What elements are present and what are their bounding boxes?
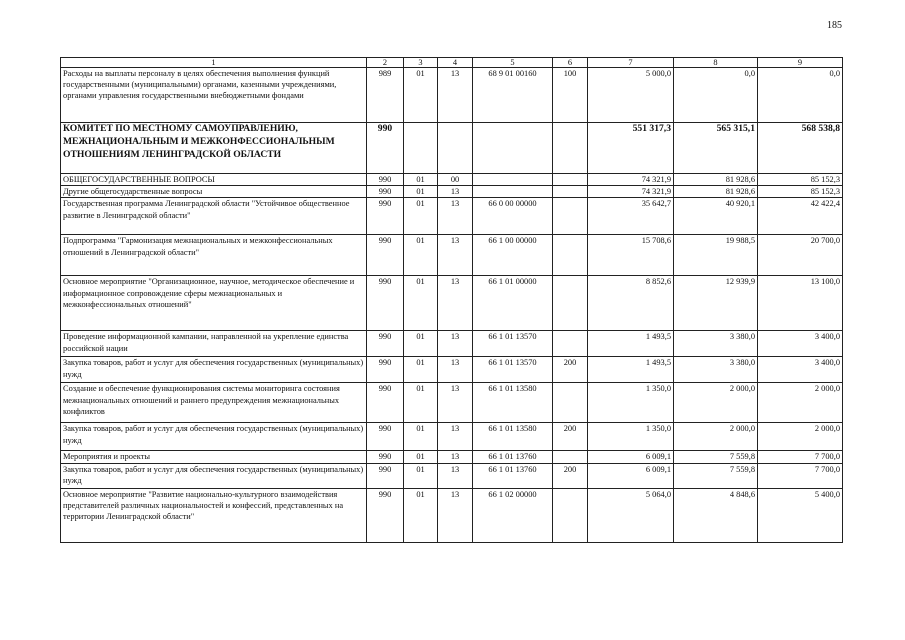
table-body	[61, 68, 843, 543]
target-article-cell: 66 1 01 13580	[473, 383, 553, 423]
column-header: 4	[438, 58, 473, 68]
amount-year3-cell: 568 538,8	[758, 123, 843, 174]
section-code-cell: 01	[404, 357, 438, 383]
admin-code-cell: 990	[367, 331, 404, 357]
target-article-cell	[473, 123, 553, 174]
amount-year2-cell: 4 848,6	[674, 488, 758, 542]
budget-table	[60, 57, 843, 543]
expense-type-cell	[553, 198, 588, 235]
table-row	[61, 463, 843, 488]
table-row	[61, 174, 843, 186]
admin-code-cell: 990	[367, 198, 404, 235]
amount-year3-cell: 85 152,3	[758, 186, 843, 198]
section-code-cell: 01	[404, 488, 438, 542]
amount-year3-cell: 2 000,0	[758, 423, 843, 451]
table-row	[61, 331, 843, 357]
column-header: 8	[674, 58, 758, 68]
row-name-cell: Другие общегосударственные вопросы	[61, 186, 367, 198]
row-name-cell: Проведение информационной кампании, направленной на укрепление единства российской нации	[61, 331, 367, 357]
admin-code-cell: 990	[367, 383, 404, 423]
expense-type-cell	[553, 331, 588, 357]
expense-type-cell: 200	[553, 423, 588, 451]
amount-year1-cell: 35 642,7	[588, 198, 674, 235]
amount-year2-cell: 7 559,8	[674, 463, 758, 488]
subsection-code-cell: 13	[438, 463, 473, 488]
amount-year1-cell: 6 009,1	[588, 463, 674, 488]
amount-year2-cell: 565 315,1	[674, 123, 758, 174]
amount-year2-cell: 40 920,1	[674, 198, 758, 235]
subsection-code-cell: 13	[438, 357, 473, 383]
target-article-cell: 66 0 00 00000	[473, 198, 553, 235]
amount-year2-cell: 2 000,0	[674, 423, 758, 451]
table-row	[61, 488, 843, 542]
amount-year3-cell: 7 700,0	[758, 463, 843, 488]
column-header: 6	[553, 58, 588, 68]
column-header: 5	[473, 58, 553, 68]
table-row	[61, 68, 843, 123]
table-row	[61, 423, 843, 451]
section-code-cell: 01	[404, 423, 438, 451]
section-code-cell: 01	[404, 198, 438, 235]
amount-year3-cell: 3 400,0	[758, 357, 843, 383]
section-code-cell: 01	[404, 186, 438, 198]
amount-year2-cell: 0,0	[674, 68, 758, 123]
subsection-code-cell	[438, 123, 473, 174]
admin-code-cell: 990	[367, 186, 404, 198]
expense-type-cell	[553, 488, 588, 542]
amount-year2-cell: 12 939,9	[674, 276, 758, 331]
expense-type-cell	[553, 451, 588, 463]
amount-year3-cell: 0,0	[758, 68, 843, 123]
admin-code-cell: 990	[367, 451, 404, 463]
amount-year1-cell: 74 321,9	[588, 186, 674, 198]
amount-year1-cell: 5 000,0	[588, 68, 674, 123]
amount-year3-cell: 7 700,0	[758, 451, 843, 463]
section-code-cell: 01	[404, 451, 438, 463]
target-article-cell: 68 9 01 00160	[473, 68, 553, 123]
expense-type-cell	[553, 186, 588, 198]
amount-year1-cell: 8 852,6	[588, 276, 674, 331]
target-article-cell: 66 1 01 13760	[473, 463, 553, 488]
column-header: 2	[367, 58, 404, 68]
amount-year2-cell: 3 380,0	[674, 357, 758, 383]
subsection-code-cell: 13	[438, 198, 473, 235]
target-article-cell	[473, 174, 553, 186]
target-article-cell	[473, 186, 553, 198]
expense-type-cell: 100	[553, 68, 588, 123]
subsection-code-cell: 13	[438, 276, 473, 331]
row-name-cell: Основное мероприятие "Организационное, научное, методическое обеспечение и информационное сопровождение сферы межнациональных и межконфессиональных отношений"	[61, 276, 367, 331]
expense-type-cell	[553, 235, 588, 276]
row-name-cell: Подпрограмма "Гармонизация межнациональных и межконфессиональных отношений в Ленинградской области"	[61, 235, 367, 276]
row-name-cell: ОБЩЕГОСУДАРСТВЕННЫЕ ВОПРОСЫ	[61, 174, 367, 186]
amount-year2-cell: 81 928,6	[674, 174, 758, 186]
table-row	[61, 357, 843, 383]
subsection-code-cell: 13	[438, 451, 473, 463]
column-header: 3	[404, 58, 438, 68]
amount-year3-cell: 85 152,3	[758, 174, 843, 186]
amount-year1-cell: 1 493,5	[588, 357, 674, 383]
amount-year2-cell: 19 988,5	[674, 235, 758, 276]
admin-code-cell: 990	[367, 123, 404, 174]
admin-code-cell: 990	[367, 276, 404, 331]
row-name-cell: Расходы на выплаты персоналу в целях обеспечения выполнения функций государственными (муниципальными) органами, казенными учреждениями, органами управления государственными внебюджетными фондами	[61, 68, 367, 123]
subsection-code-cell: 13	[438, 423, 473, 451]
admin-code-cell: 990	[367, 357, 404, 383]
table-row	[61, 451, 843, 463]
subsection-code-cell: 13	[438, 186, 473, 198]
amount-year1-cell: 1 493,5	[588, 331, 674, 357]
admin-code-cell: 990	[367, 235, 404, 276]
amount-year2-cell: 7 559,8	[674, 451, 758, 463]
amount-year1-cell: 15 708,6	[588, 235, 674, 276]
amount-year1-cell: 6 009,1	[588, 451, 674, 463]
section-code-cell: 01	[404, 235, 438, 276]
target-article-cell: 66 1 00 00000	[473, 235, 553, 276]
amount-year1-cell: 5 064,0	[588, 488, 674, 542]
table-row	[61, 383, 843, 423]
table-header-row	[61, 58, 843, 68]
expense-type-cell: 200	[553, 463, 588, 488]
section-code-cell: 01	[404, 463, 438, 488]
subsection-code-cell: 00	[438, 174, 473, 186]
admin-code-cell: 990	[367, 463, 404, 488]
expense-type-cell	[553, 174, 588, 186]
column-header: 1	[61, 58, 367, 68]
row-name-cell: Мероприятия и проекты	[61, 451, 367, 463]
amount-year1-cell: 74 321,9	[588, 174, 674, 186]
section-code-cell: 01	[404, 331, 438, 357]
admin-code-cell: 989	[367, 68, 404, 123]
amount-year1-cell: 551 317,3	[588, 123, 674, 174]
expense-type-cell	[553, 276, 588, 331]
row-name-cell: Основное мероприятие "Развитие национально-культурного взаимодействия представителей различных национальностей и конфессий, представленных на территории Ленинградской области"	[61, 488, 367, 542]
amount-year3-cell: 2 000,0	[758, 383, 843, 423]
target-article-cell: 66 1 01 13570	[473, 357, 553, 383]
table-row	[61, 198, 843, 235]
expense-type-cell: 200	[553, 357, 588, 383]
row-name-cell: Государственная программа Ленинградской области "Устойчивое общественное развитие в Ленинградской области"	[61, 198, 367, 235]
amount-year2-cell: 2 000,0	[674, 383, 758, 423]
row-name-cell: КОМИТЕТ ПО МЕСТНОМУ САМОУПРАВЛЕНИЮ, МЕЖНАЦИОНАЛЬНЫМ И МЕЖКОНФЕССИОНАЛЬНЫМ ОТНОШЕНИЯМ ЛЕНИНГРАДСКОЙ ОБЛАСТИ	[61, 123, 367, 174]
table-row	[61, 123, 843, 174]
admin-code-cell: 990	[367, 423, 404, 451]
amount-year2-cell: 81 928,6	[674, 186, 758, 198]
target-article-cell: 66 1 02 00000	[473, 488, 553, 542]
subsection-code-cell: 13	[438, 383, 473, 423]
expense-type-cell	[553, 383, 588, 423]
section-code-cell	[404, 123, 438, 174]
section-code-cell: 01	[404, 174, 438, 186]
row-name-cell: Закупка товаров, работ и услуг для обеспечения государственных (муниципальных) нужд	[61, 463, 367, 488]
subsection-code-cell: 13	[438, 235, 473, 276]
subsection-code-cell: 13	[438, 68, 473, 123]
target-article-cell: 66 1 01 00000	[473, 276, 553, 331]
row-name-cell: Закупка товаров, работ и услуг для обеспечения государственных (муниципальных) нужд	[61, 357, 367, 383]
amount-year3-cell: 42 422,4	[758, 198, 843, 235]
amount-year1-cell: 1 350,0	[588, 383, 674, 423]
column-header: 9	[758, 58, 843, 68]
target-article-cell: 66 1 01 13580	[473, 423, 553, 451]
amount-year3-cell: 5 400,0	[758, 488, 843, 542]
table-row	[61, 186, 843, 198]
amount-year3-cell: 13 100,0	[758, 276, 843, 331]
table-row	[61, 235, 843, 276]
page-number: 185	[827, 20, 842, 31]
admin-code-cell: 990	[367, 174, 404, 186]
target-article-cell: 66 1 01 13570	[473, 331, 553, 357]
table-row	[61, 276, 843, 331]
admin-code-cell: 990	[367, 488, 404, 542]
section-code-cell: 01	[404, 276, 438, 331]
expense-type-cell	[553, 123, 588, 174]
amount-year3-cell: 20 700,0	[758, 235, 843, 276]
amount-year3-cell: 3 400,0	[758, 331, 843, 357]
column-header: 7	[588, 58, 674, 68]
amount-year2-cell: 3 380,0	[674, 331, 758, 357]
subsection-code-cell: 13	[438, 331, 473, 357]
target-article-cell: 66 1 01 13760	[473, 451, 553, 463]
section-code-cell: 01	[404, 68, 438, 123]
row-name-cell: Создание и обеспечение функционирования системы мониторинга состояния межнациональных отношений и раннего предупреждения межнациональных конфликтов	[61, 383, 367, 423]
section-code-cell: 01	[404, 383, 438, 423]
row-name-cell: Закупка товаров, работ и услуг для обеспечения государственных (муниципальных) нужд	[61, 423, 367, 451]
subsection-code-cell: 13	[438, 488, 473, 542]
amount-year1-cell: 1 350,0	[588, 423, 674, 451]
